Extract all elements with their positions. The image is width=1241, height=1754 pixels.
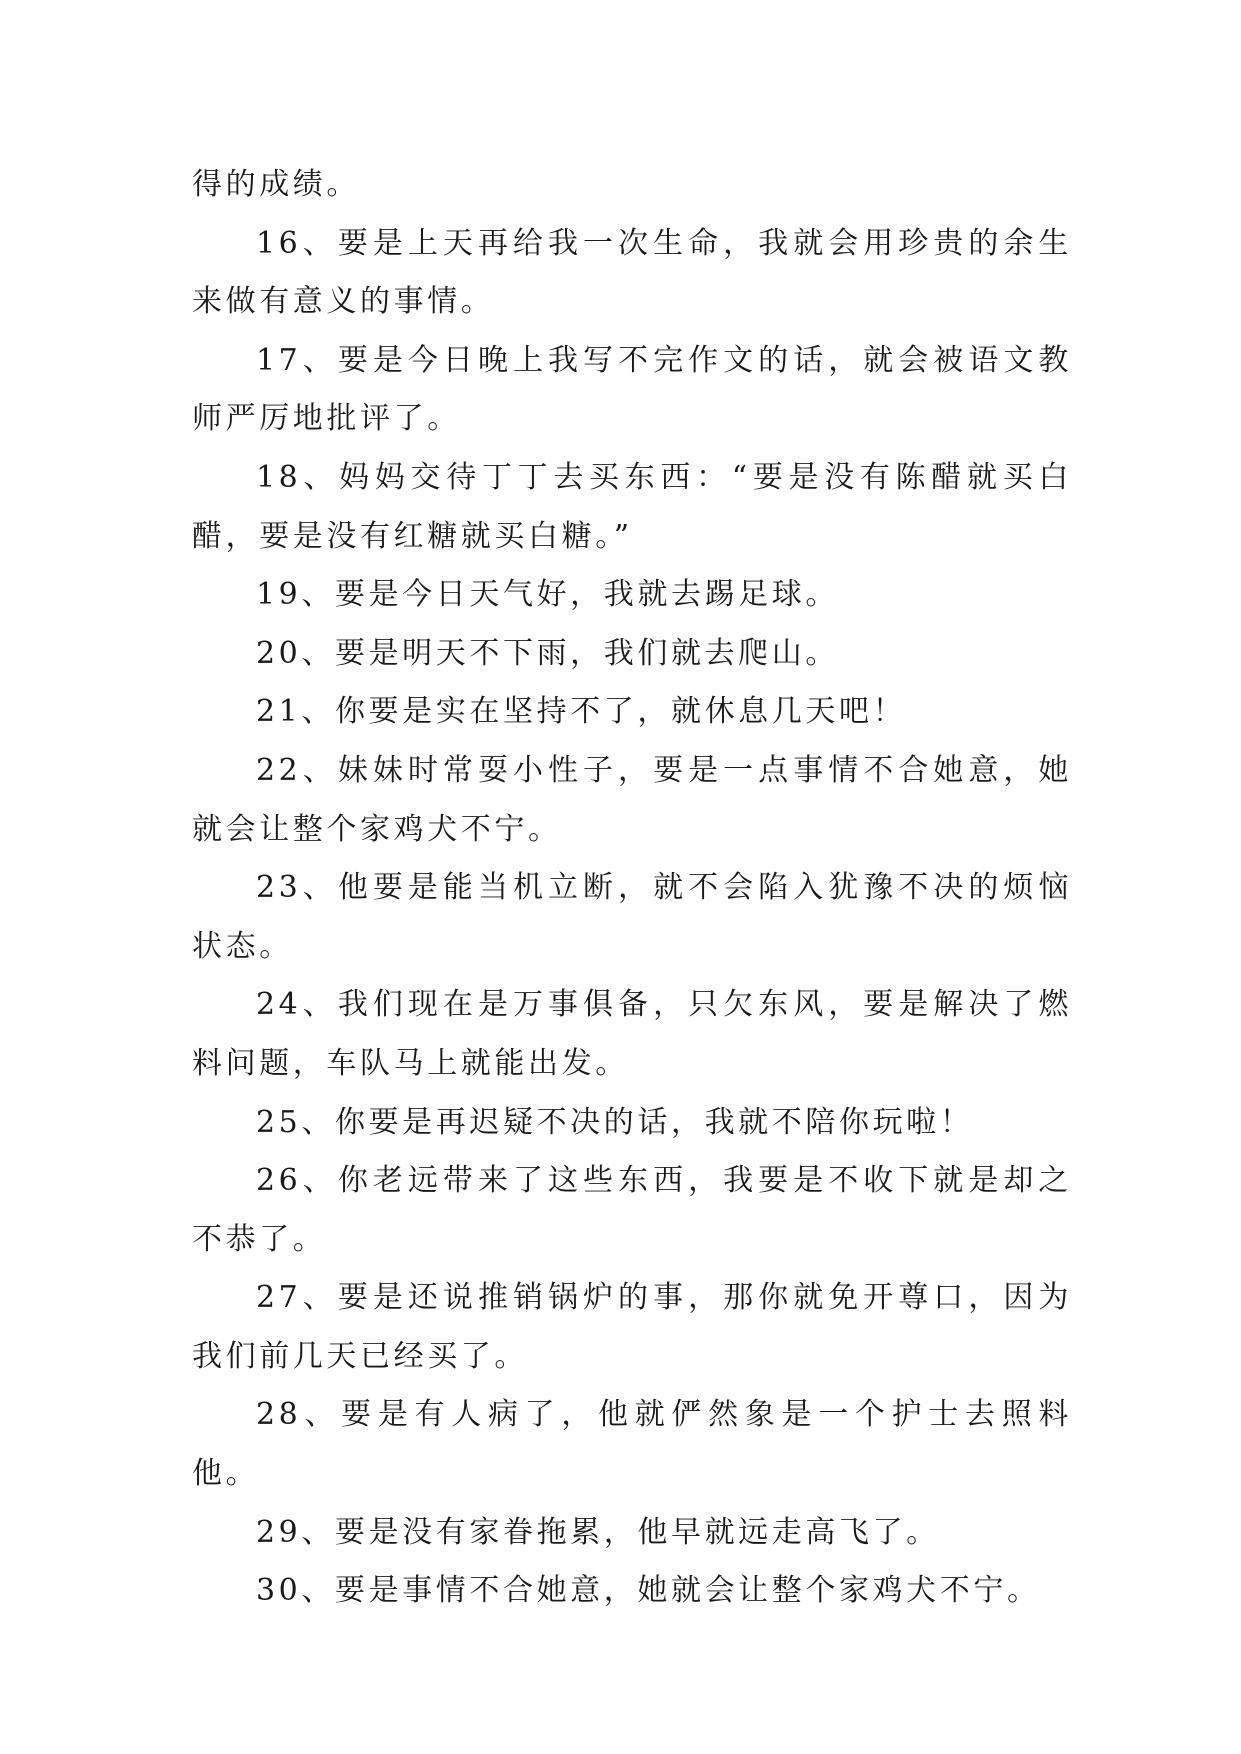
paragraph-item-21: 21、你要是实在坚持不了，就休息几天吧！ [256,694,907,730]
paragraph-item-30: 30、要是事情不合她意，她就会让整个家鸡犬不宁。 [256,1573,1041,1609]
paragraph-item-19: 19、要是今日天气好，我就去踢足球。 [256,577,839,613]
paragraph-item-16: 16、要是上天再给我一次生命，我就会用珍贵的余生来做有意义的事情。 [192,225,1072,320]
paragraph-item-25: 25、你要是再迟疑不决的话，我就不陪你玩啦！ [256,1104,974,1140]
paragraph-item-17: 17、要是今日晚上我写不完作文的话，就会被语文教师严厉地批评了。 [192,342,1072,437]
paragraph-item-28: 28、要是有人病了，他就俨然象是一个护士去照料他。 [192,1397,1072,1492]
paragraph-item-27: 27、要是还说推销锅炉的事，那你就免开尊口，因为我们前几天已经买了。 [192,1280,1072,1374]
paragraph-item-18: 18、妈妈交待丁丁去买东西：“要是没有陈醋就买白醋，要是没有红糖就买白糖。” [192,459,1072,554]
paragraph-item-22: 22、妹妹时常耍小性子，要是一点事情不合她意，她就会让整个家鸡犬不宁。 [192,752,1072,847]
paragraph-item-23: 23、他要是能当机立断，就不会陷入犹豫不决的烦恼状态。 [192,870,1072,964]
document-body [192,156,1072,1621]
paragraph-continuation: 得的成绩。 [192,167,360,202]
paragraph-item-26: 26、你老远带来了这些东西，我要是不收下就是却之不恭了。 [192,1163,1072,1257]
paragraph-item-20: 20、要是明天不下雨，我们就去爬山。 [256,635,839,671]
paragraph-item-24: 24、我们现在是万事俱备，只欠东风，要是解决了燃料问题，车队马上就能出发。 [192,987,1072,1081]
paragraph-item-29: 29、要是没有家眷拖累，他早就远走高飞了。 [256,1514,940,1550]
